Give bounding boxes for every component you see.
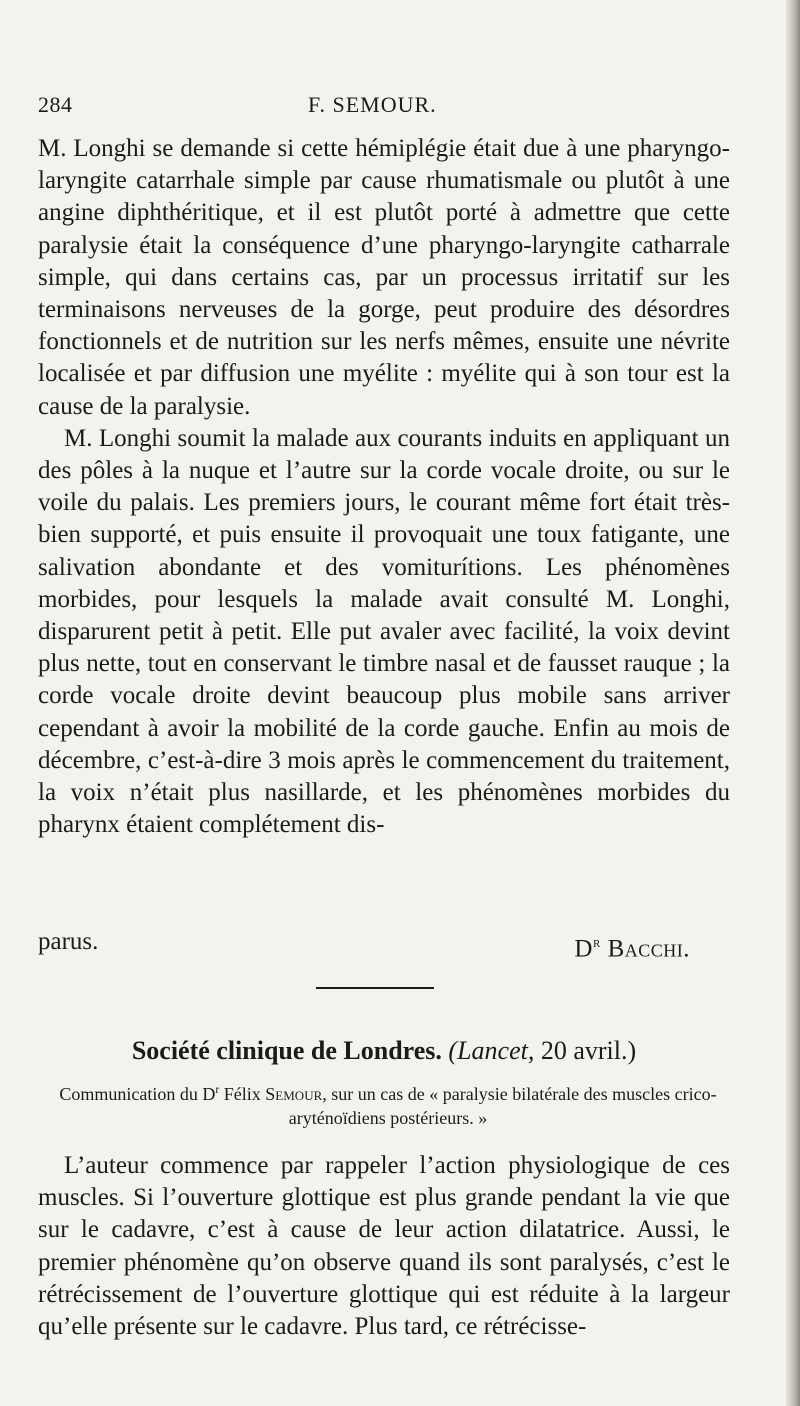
subheading-sup: r <box>215 1083 220 1096</box>
section-heading <box>38 1034 730 1068</box>
signature-name: Bacchi. <box>607 935 690 963</box>
paragraph-2: M. Longhi soumit la malade aux courants induits en appliquant un des pôles à la nuque et l’autre sur la corde vocale droite, ou sur le voile du palais. Les premiers jours, le courant même fort était très-bien supporté, et puis ensuite il provoquait une toux fatigante, une salivation abondante et des vomiturítions. Les phénomènes morbides, pour lesquels la malade avait consulté M. Longhi, disparurent petit à petit. Elle put avaler avec facilité, la voix devint plus nette, tout en conservant le timbre nasal et de fausset rauque ; la corde vocale droite devint beaucoup plus mobile sans arriver cependant à avoir la mobilité de la corde gauche. Enfin au mois de décembre, c’est-à-dire 3 mois après le commencement du traitement, la voix n’était plus nasillarde, et les phénomènes morbides du pharynx étaient complétement dis- <box>38 424 730 839</box>
page-edge <box>786 0 800 1406</box>
signature-prefix-sup: r <box>592 933 601 951</box>
communication-subheading <box>48 1078 728 1130</box>
subheading-author: Semour <box>265 1084 323 1104</box>
article-body-top <box>38 133 730 841</box>
paragraph-tail: parus. <box>38 928 99 955</box>
page-number: 284 <box>38 92 73 117</box>
subheading-text-3: , sur un cas de « paralysie bilatérale des muscles crico-aryténoïdiens postérieurs. » <box>288 1084 717 1128</box>
running-head <box>38 88 728 122</box>
paragraph-3: L’auteur commence par rappeler l’action physiologique de ces muscles. Si l’ouverture glottique est plus grande pendant la vie que sur le cadavre, c’est à cause de leur action dilatatrice. Aussi, le premier phénomène qu’on observe quand ils sont paralysés, c’est le rétrécissement de l’ouverture glottique qui est réduite à la largeur qu’elle présente sur le cadavre. Plus tard, ce rétrécisse- <box>38 1152 730 1341</box>
section-date: 20 avril.) <box>540 1036 637 1065</box>
subheading-text-1: Communication du D <box>59 1084 216 1104</box>
article-body-bottom <box>38 1150 730 1343</box>
author-signature <box>574 926 690 965</box>
subheading-text-2: Félix <box>219 1084 266 1104</box>
paragraph-1: M. Longhi se demande si cette hémiplégie était due à une pharyngo-laryngite catarrhale simple par cause rhumatismale ou plutôt à une angine diphthéritique, et il est plutôt porté à admettre que cette paralysie était la conséquence d’une pharyngo-laryngite catharrale simple, qui dans certains cas, par un processus irritatif sur les terminaisons nerveuses de la gorge, peut produire des désordres fonctionnels et de nutrition sur les nerfs mêmes, ensuite une névrite localisée et par diffusion une myélite : myélite qui à son tour est la cause de la paralysie. <box>38 135 730 420</box>
section-separator <box>316 987 434 989</box>
section-title: Société clinique de Londres. <box>131 1036 442 1065</box>
section-source: (Lancet, <box>448 1036 535 1065</box>
signature-prefix: D <box>574 935 593 963</box>
running-title: F. SEMOUR. <box>308 92 437 117</box>
